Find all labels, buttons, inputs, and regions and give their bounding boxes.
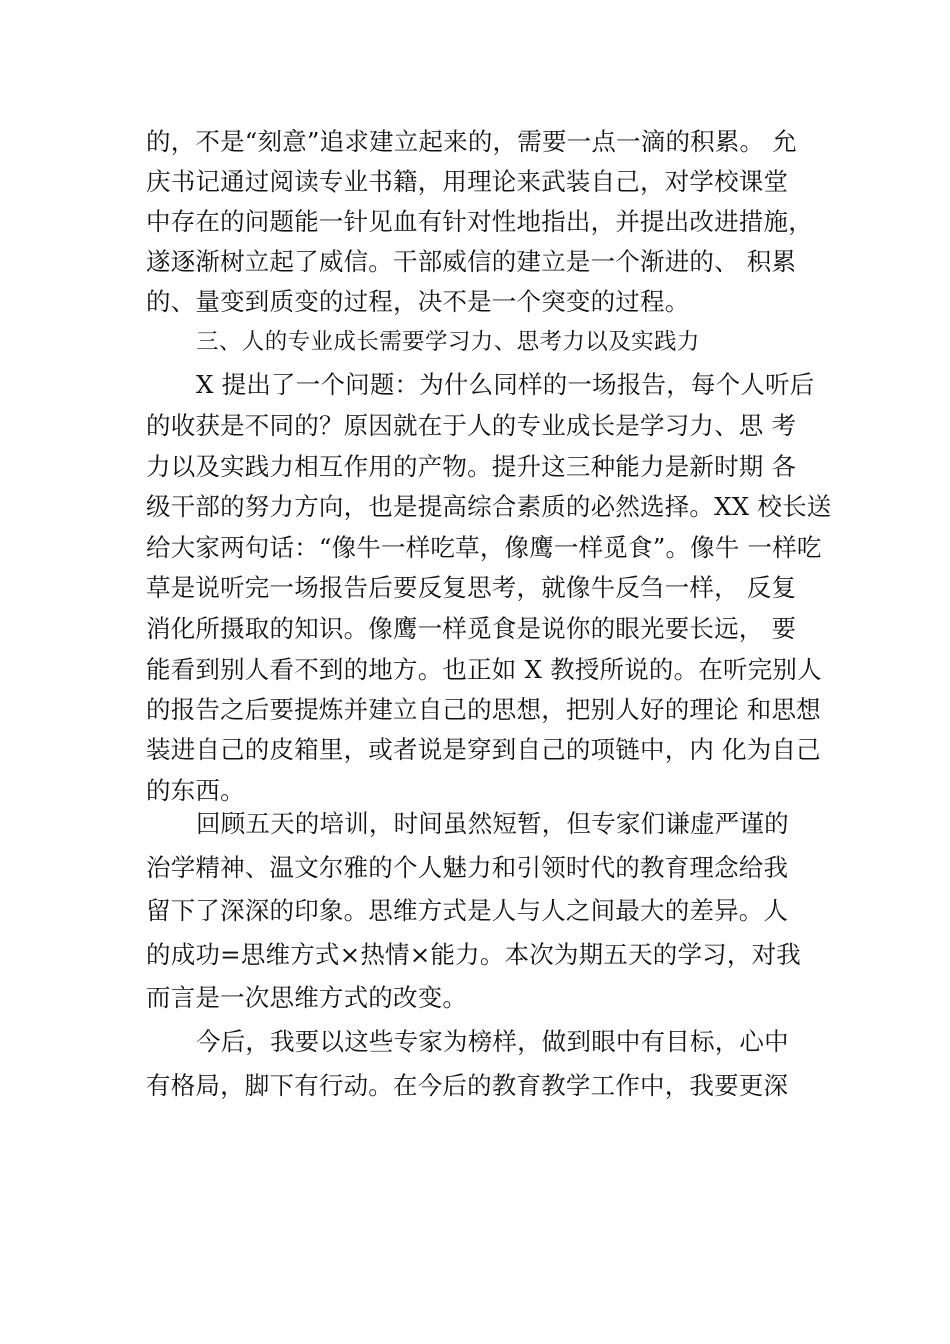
- text-line: 的、量变到质变的过程，决不是一个突变的过程。: [146, 287, 690, 316]
- text-line: 的东西。: [146, 776, 245, 805]
- section-heading-3: 三、人的专业成长需要学习力、思考力以及实践力: [196, 329, 700, 355]
- text-line: 能看到别人看不到的地方。也正如 X 教授所说的。在听完别人: [146, 655, 822, 684]
- text-line: 回顾五天的培训，时间虽然短暂，但专家们谦虚严谨的: [196, 809, 789, 838]
- text-line: 级干部的努力方向，也是提高综合素质的必然选择。XX 校长送: [146, 492, 832, 521]
- text-line: 力以及实践力相互作用的产物。提升这三种能力是新时期 各: [146, 452, 797, 481]
- text-line: 草是说听完一场报告后要反复思考，就像牛反刍一样， 反复: [146, 573, 797, 602]
- text-line: 而言是一次思维方式的改变。: [146, 983, 468, 1012]
- text-line: X 提出了一个问题：为什么同样的一场报告，每个人听后: [196, 370, 815, 399]
- text-line: 今后，我要以这些专家为榜样，做到眼中有目标，心中: [196, 1027, 789, 1056]
- text-line: 遂逐渐树立起了威信。干部威信的建立是一个渐进的、 积累: [146, 247, 797, 276]
- text-line: 中存在的问题能一针见血有针对性地指出，并提出改进措施，: [146, 207, 813, 236]
- text-line: 的收获是不同的？原因就在于人的专业成长是学习力、思 考: [146, 411, 797, 440]
- text-line: 的，不是“刻意”追求建立起来的，需要一点一滴的积累。 允: [146, 127, 797, 156]
- text-line: 有格局，脚下有行动。在今后的教育教学工作中，我要更深: [146, 1071, 789, 1100]
- text-line: 庆书记通过阅读专业书籍，用理论来武装自己，对学校课堂: [146, 167, 789, 196]
- text-line: 的成功=思维方式×热情×能力。本次为期五天的学习，对我: [146, 940, 801, 969]
- text-line: 治学精神、温文尔雅的个人魅力和引领时代的教育理念给我: [146, 853, 789, 882]
- text-line: 装进自己的皮箱里，或者说是穿到自己的项链中，内 化为自己: [146, 735, 821, 764]
- text-line: 的报告之后要提炼并建立自己的思想，把别人好的理论 和思想: [146, 695, 821, 724]
- text-line: 留下了深深的印象。思维方式是人与人之间最大的差异。人: [146, 896, 789, 925]
- text-line: 消化所摄取的知识。像鹰一样觅食是说你的眼光要长远， 要: [146, 614, 797, 643]
- text-line: 给大家两句话：“像牛一样吃草，像鹰一样觅食”。像牛 一样吃: [146, 533, 822, 562]
